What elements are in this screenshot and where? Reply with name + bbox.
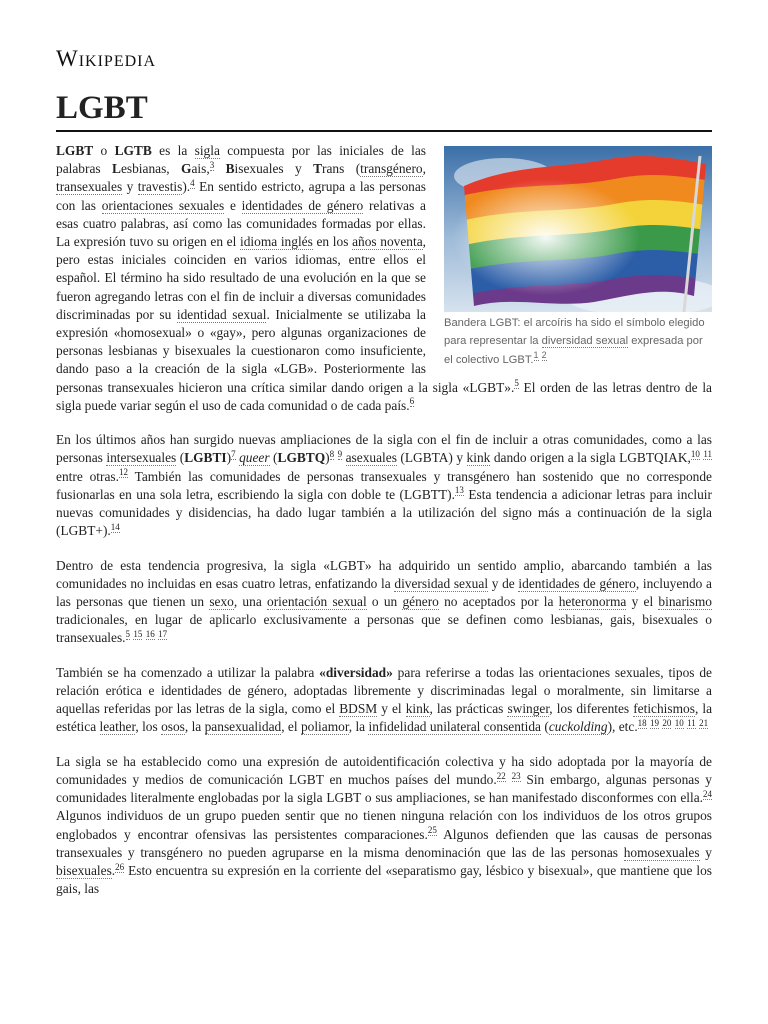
citation-link[interactable]: 8 [329, 448, 335, 459]
citation-link[interactable]: 18 [637, 717, 647, 728]
article-link[interactable]: identidades de género [241, 197, 364, 213]
article-link[interactable]: sigla [194, 143, 220, 158]
article-link[interactable]: intersexuales [106, 450, 177, 466]
article-link[interactable]: kink [466, 450, 491, 466]
article-link[interactable]: BDSM [339, 701, 378, 717]
article-link[interactable]: fetichismos [633, 701, 695, 717]
article-link[interactable]: osos [161, 719, 185, 735]
article-link[interactable]: poliamor [300, 719, 349, 735]
citation-link[interactable]: 11 [687, 717, 696, 728]
article-paragraph: En los últimos años han surgido nuevas ampliaciones de la sigla con el fin de incluir a otras comunidades, como a las personas intersexuales (LGBTI)$^7$ queer (LGBTQ)$^8$ $^9$ asexuales (LGBTA) y kink dando origen a la sigla LGBTQIAK,$^{10}$ $^{11}$ entre otras.$^{12}$ También las comunidades de personas transexuales y transgénero han sostenido que no corresponde fusionarlas en una sola letra, escribiendo la sigla con doble te (LGBTT).$^{13}$ Esta tendencia a adicionar letras para incluir nuevas comunidades y disidencias, ha dado lugar también a la utilización del signo más a continuación de la sigla (LGBT+).$^{14}$ [56, 432, 713, 539]
citation-link[interactable]: 23 [511, 770, 521, 781]
article-link[interactable]: homosexuales [623, 844, 700, 860]
article-paragraph: La sigla se ha establecido como una expresión de autoidentificación colectiva y ha sido adoptada por la mayoría de comunidades y medios de comunicación LGBT en muchos países del mundo.$^{22}$ $^{23}$ Sin embargo, algunas personas y comunidades literalmente englobadas por la sigla LGBT o sus ampliaciones, se han manifestado disconformes con ella.$^{24}$ Algunos individuos de un grupo pueden sentir que no tienen ninguna relación con los individuos de los otros grupos englobados y encontrar ofensivas las persistentes comparaciones.$^{25}$ Algunos defienden que las causas de personas transexuales y transgénero no pueden agruparse en la misma denominación que las de las personas homosexuales y bisexuales.$^{26}$ Esto encuentra su expresión en la corriente del «separatismo gay, lésbico y bisexual», que mantiene que los gais, las [56, 753, 712, 897]
article-link[interactable]: infidelidad unilateral consentida [368, 719, 541, 735]
citation-link[interactable]: 25 [427, 825, 437, 836]
citation-link[interactable]: 11 [703, 448, 713, 459]
article-link[interactable]: kink [405, 701, 430, 717]
citation-link[interactable]: 6 [409, 396, 415, 407]
citation-link[interactable]: 5 [125, 628, 131, 639]
article-link[interactable]: swinger [507, 701, 550, 717]
article-link[interactable]: orientaciones sexuales [101, 197, 225, 213]
article-link[interactable]: asexuales [345, 450, 397, 466]
lead-figure [444, 146, 712, 369]
citation-link[interactable]: 21 [699, 717, 709, 728]
article-link[interactable]: identidad sexual [176, 306, 267, 322]
citation-link[interactable]: 20 [662, 717, 672, 728]
citation-link[interactable]: 5 [514, 378, 519, 389]
wikipedia-wordmark[interactable]: Wikipedia [56, 46, 157, 71]
article-page [56, 44, 712, 915]
article-link[interactable]: transexuales [56, 179, 123, 195]
article-body [56, 142, 712, 898]
article-link[interactable]: binarismo [658, 594, 712, 610]
article-link[interactable]: identidades de género [518, 575, 636, 591]
article-link[interactable]: bisexuales [56, 863, 112, 879]
article-link[interactable]: orientación sexual [267, 594, 367, 610]
article-link[interactable]: travestis [137, 179, 183, 195]
citation-link[interactable]: 17 [158, 628, 168, 639]
article-paragraph: LGBT o LGTB es la sigla compuesta por las iniciales de las palabras Lesbianas, Gais,$^3$ Bisexuales y Trans (transgénero, transexuales y travestis).$^4$ En sentido estricto, agrupa a las personas con las orientaciones sexuales e identidades de género relativas a esas cuatro palabras, así como las comunidades formadas por ellas. La expresión tuvo su origen en el idioma inglés en los años noventa, pero estas iniciales coinciden en varios idiomas, entre ellos el español. El término ha sido resultado de una evolución en la que se fueron agregando letras con el fin de incluir a diversas comunidades discriminadas por su identidad sexual. Inicialmente se utilizaba la expresión «homosexual» o «gay», pero algunas organizaciones de personas lesbianas y bisexuales la cuestionaron como insuficiente, dando paso a la creación de la sigla «LGB». Posteriormente las personas transexuales hicieron una crítica similar dando origen a la sigla «LGBT».$^5$ El orden de las letras dentro de la sigla puede variar según el uso de cada comunidad o de cada país.$^6$ [56, 143, 712, 413]
citation-link[interactable]: 2 [541, 349, 547, 360]
figure-caption: Bandera LGBT: el arcoíris ha sido el símbolo elegido para representar la diversidad sexual expresada por el colectivo LGBT.$^1$ $^2$ [444, 317, 705, 366]
article-paragraph: Dentro de esta tendencia progresiva, la sigla «LGBT» ha adquirido un sentido amplio, abarcando también a las comunidades no incluidas en esas cuatro letras, enfatizando la diversidad sexual y de identidades de género, incluyendo a las personas que tienen un sexo, una orientación sexual o un género no aceptados por la heteronorma y el binarismo tradicionales, en lugar de aplicarlo exclusivamente a personas que se definen como lesbianas, gais, bisexuales o transexuales.$^5$ $^{15}$ $^{16}$ $^{17}$ [56, 557, 712, 646]
citation-link[interactable]: 12 [119, 467, 128, 478]
citation-link[interactable]: 14 [110, 521, 120, 532]
citation-link[interactable]: 1 [533, 349, 539, 360]
citation-link[interactable]: 3 [209, 159, 215, 170]
article-link[interactable]: idioma inglés [239, 234, 313, 250]
citation-link[interactable]: 24 [703, 788, 712, 799]
citation-link[interactable]: 9 [337, 448, 343, 459]
citation-link[interactable]: 4 [190, 177, 195, 188]
citation-link[interactable]: 10 [690, 448, 700, 459]
citation-link[interactable]: 7 [231, 448, 236, 459]
article-link[interactable]: sexo [209, 594, 234, 610]
citation-link[interactable]: 16 [145, 628, 155, 639]
article-link[interactable]: diversidad sexual [541, 335, 629, 348]
article-link[interactable]: queer [239, 450, 270, 466]
citation-link[interactable]: 22 [496, 770, 506, 781]
article-link[interactable]: pansexualidad [204, 719, 282, 735]
article-link[interactable]: leather [99, 719, 136, 735]
citation-link[interactable]: 13 [454, 485, 464, 496]
article-link[interactable]: cuckolding [548, 719, 608, 735]
citation-link[interactable]: 10 [674, 717, 684, 728]
citation-link[interactable]: 19 [650, 717, 660, 728]
article-link[interactable]: transgénero [360, 161, 423, 177]
article-link[interactable]: años noventa [352, 234, 423, 250]
citation-link[interactable]: 26 [115, 861, 125, 872]
citation-link[interactable]: 15 [133, 628, 143, 639]
article-paragraph: También se ha comenzado a utilizar la palabra «diversidad» para referirse a todas las orientaciones sexuales, tipos de relación erótica e identidades de género, adoptadas libremente y discriminadas legal o moralmente, sin limitarse a aquellas referidas por las letras de la sigla, como el BDSM y el kink, las prácticas swinger, los diferentes fetichismos, la estética leather, los osos, la pansexualidad, el poliamor, la infidelidad unilateral consentida (cuckolding), etc.$^{18}$ $^{19}$ $^{20}$ $^{10}$ $^{11}$ $^{21}$ [56, 664, 713, 735]
article-link[interactable]: género [402, 594, 439, 610]
page-title: LGBT [56, 88, 712, 132]
article-link[interactable]: diversidad sexual [394, 575, 489, 591]
article-link[interactable]: heteronorma [558, 594, 627, 610]
rainbow-flag-image[interactable] [444, 146, 712, 312]
